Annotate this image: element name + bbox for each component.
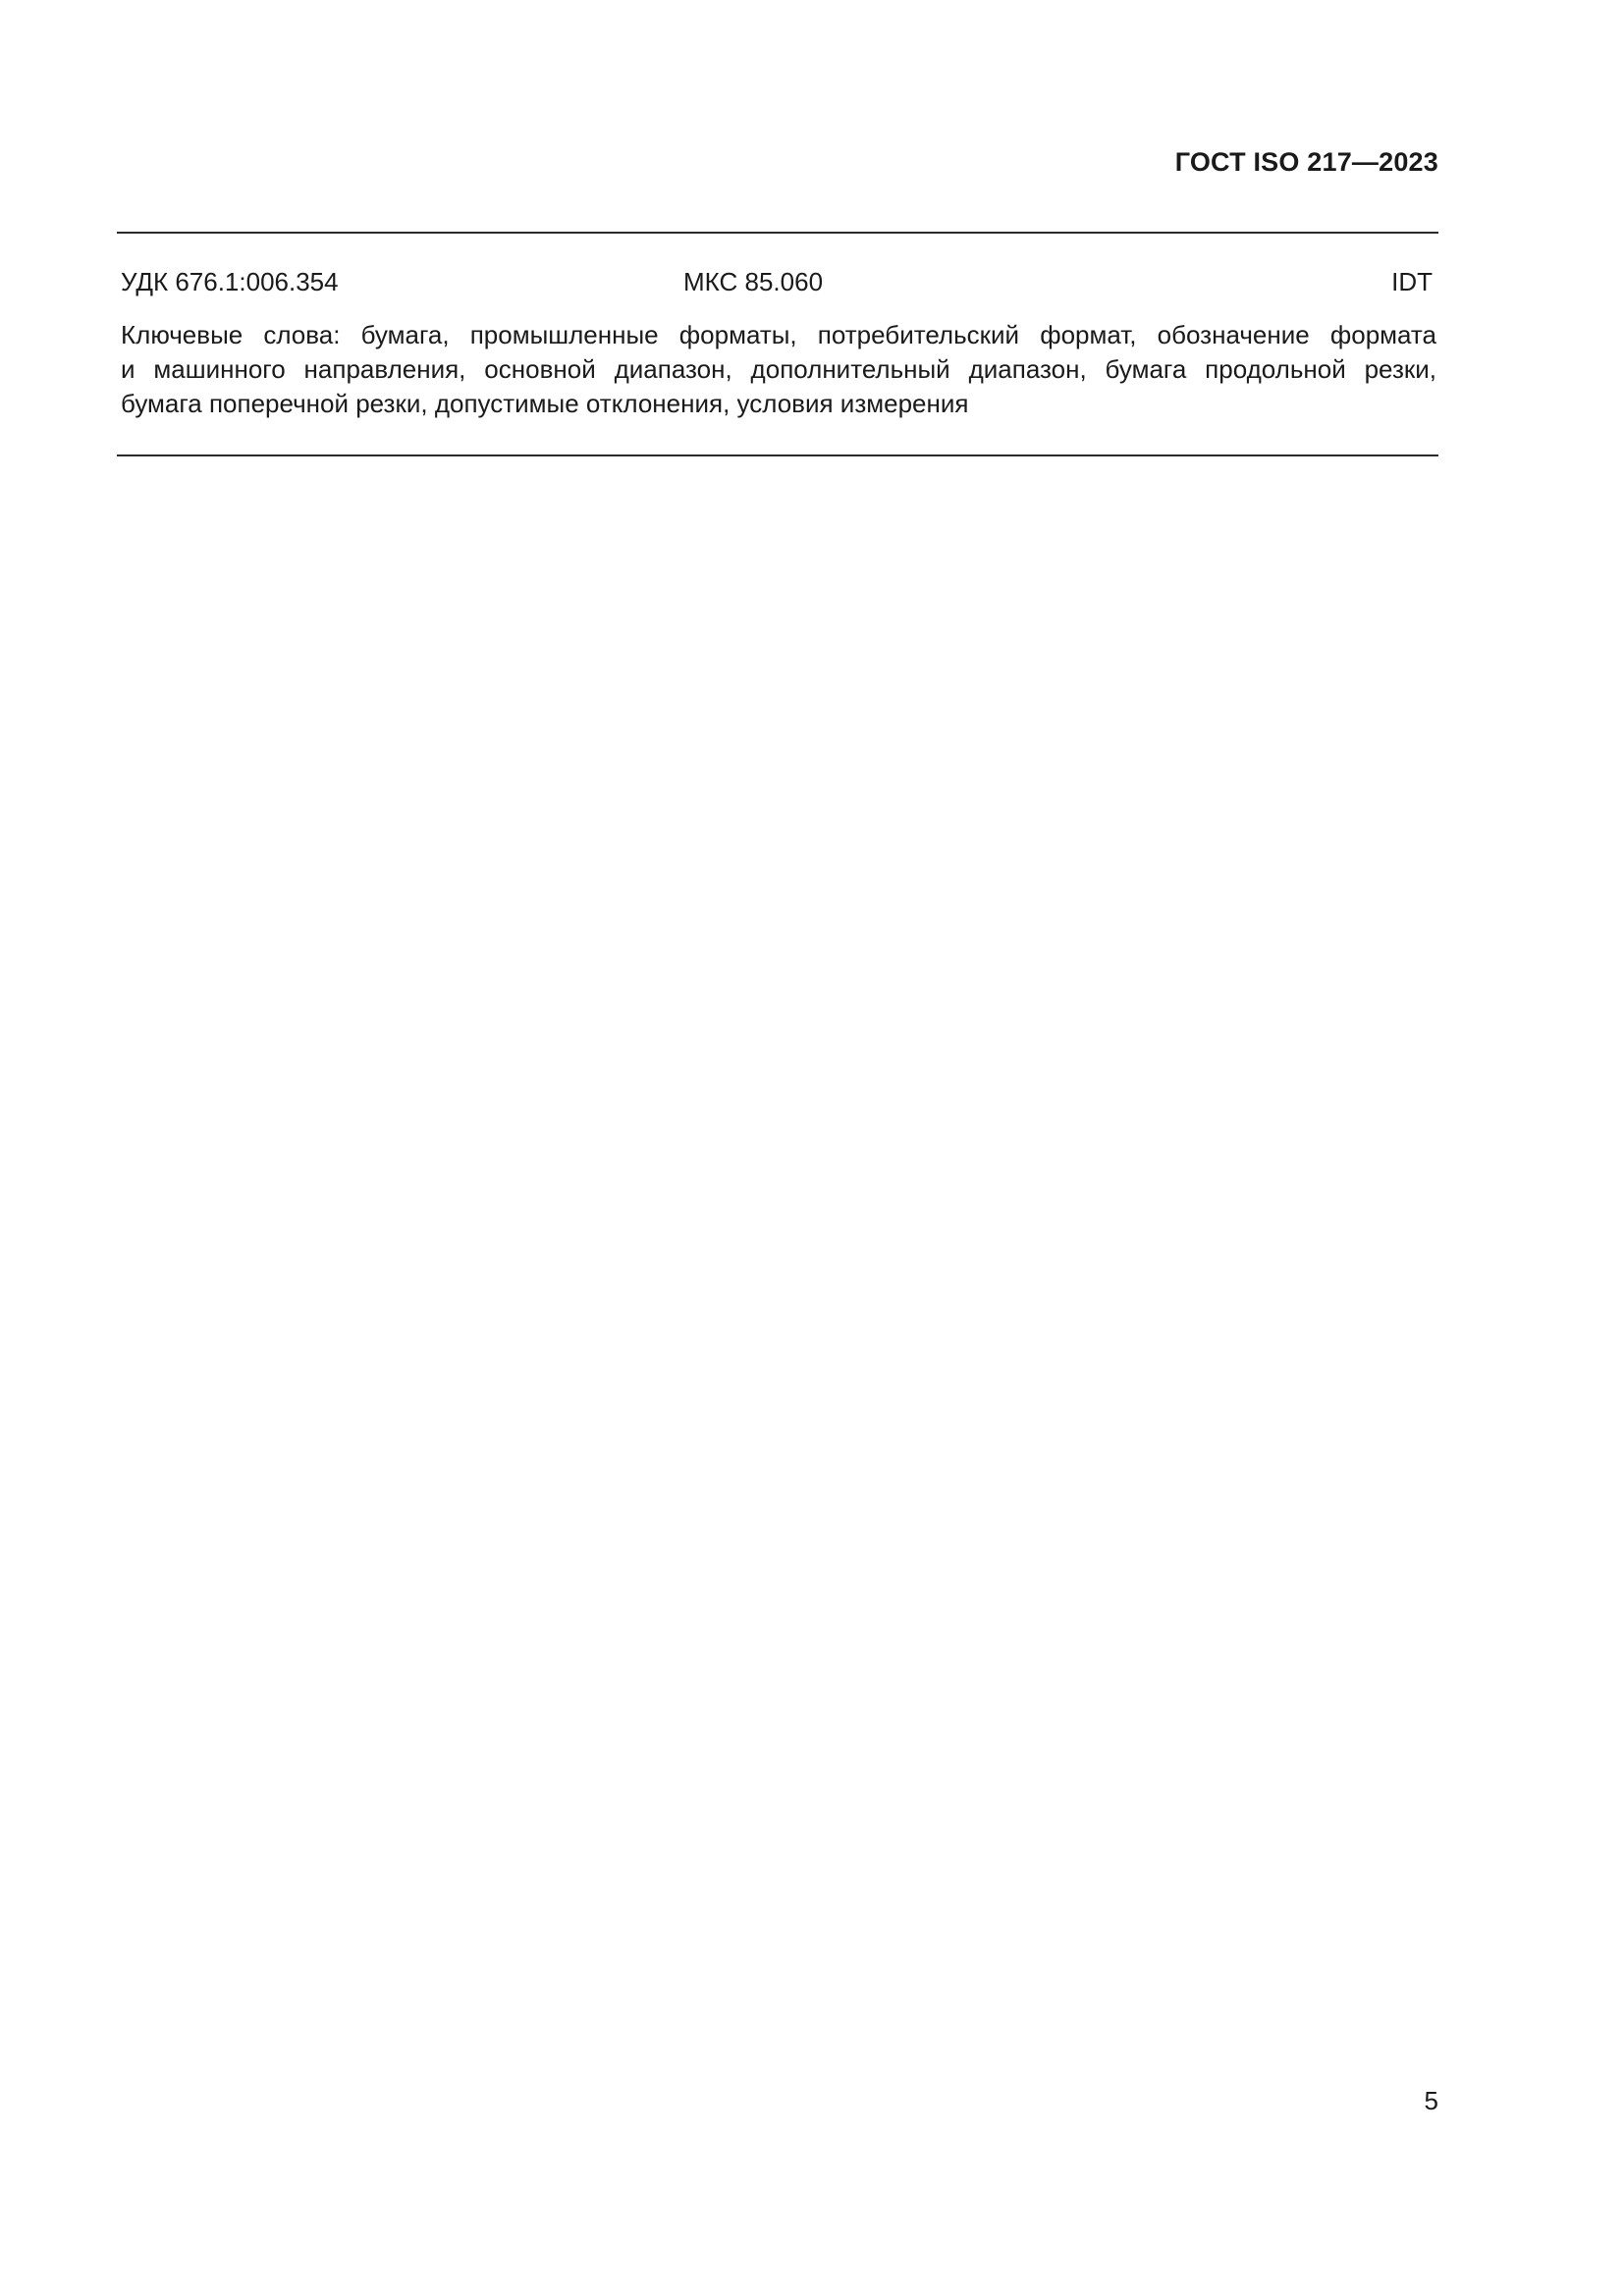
keywords-line-2: и машинного направления, основной диапазон, дополнительный диапазон, бумага продольной резки, <box>121 354 1436 384</box>
page-number: 5 <box>1424 2086 1438 2115</box>
keywords-line-1: Ключевые слова: бумага, промышленные форматы, потребительский формат, обозначение формата <box>121 320 1436 349</box>
keywords-line-3: бумага поперечной резки, допустимые отклонения, условия измерения <box>121 389 969 418</box>
standard-code-header: ГОСТ ISO 217—2023 <box>1174 147 1438 177</box>
classification-row <box>121 267 1436 300</box>
mks-code: МКС 85.060 <box>683 267 824 296</box>
bottom-divider <box>117 454 1438 456</box>
udk-code: УДК 676.1:006.354 <box>121 267 339 296</box>
harmonization-degree: IDT <box>1391 267 1433 296</box>
keywords-paragraph <box>121 318 1436 421</box>
top-divider <box>117 232 1438 234</box>
